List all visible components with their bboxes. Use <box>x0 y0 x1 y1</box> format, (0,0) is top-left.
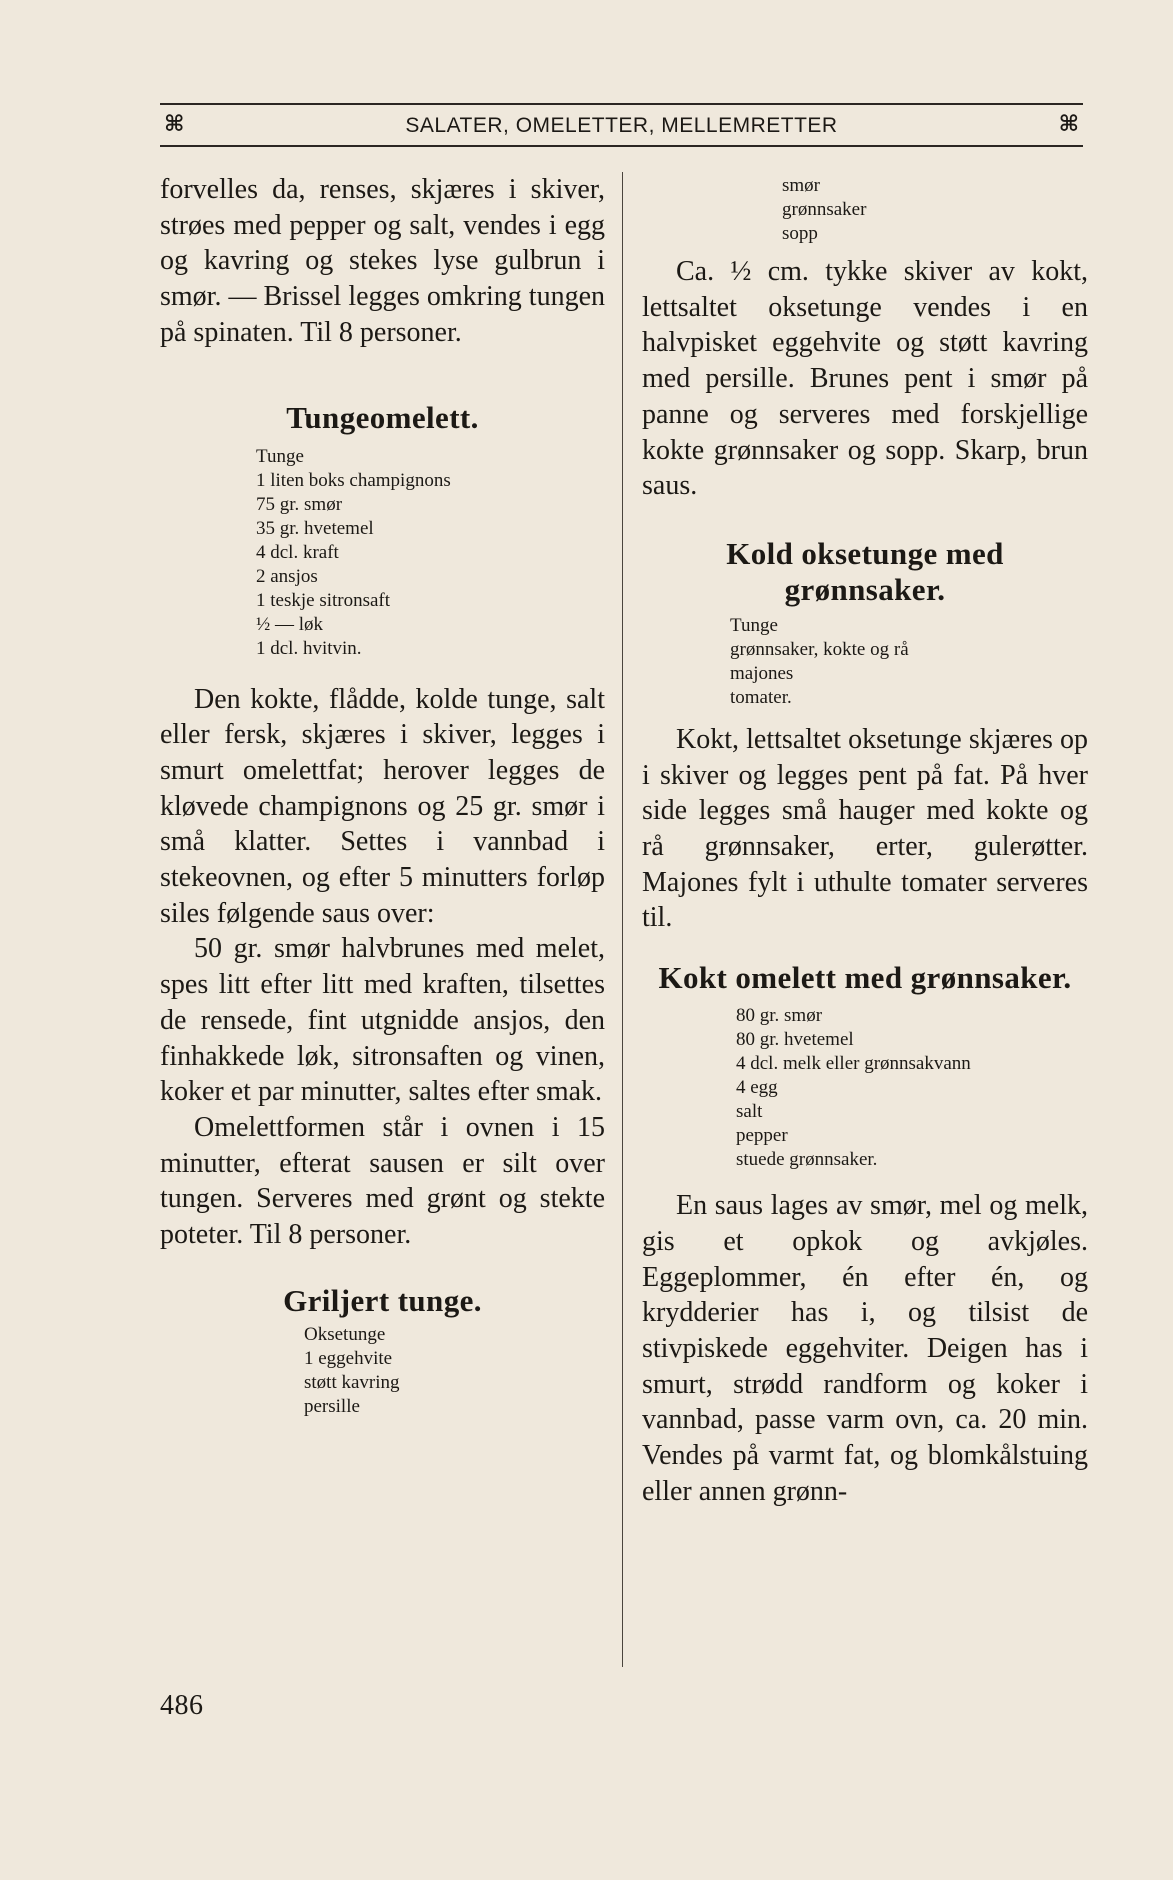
ingredient-item: ½ — løk <box>256 613 324 635</box>
recipe-paragraph: Den kokte, flådde, kolde tunge, salt eller fersk, skjæres i skiver, legges i smurt omelettfat; herover legges de kløvede champignons og 25 gr. smør i små klatter. Settes i vannbad i stekeovnen, og efter 5 minutters forløp siles følgende saus over: <box>160 683 605 929</box>
ingredient-item: Tunge <box>256 445 304 467</box>
ingredient-item: 80 gr. smør <box>736 1005 823 1027</box>
column-divider <box>622 172 623 1667</box>
recipe-title-kold-oksetunge: Kold oksetunge med grønnsaker. <box>726 535 1004 607</box>
recipe-paragraph: 50 gr. smør halvbrunes med melet, spes litt efter litt med kraften, tilsettes de rensede, fint utgnidde ansjos, den finhakkede løk, sitronsaften og vinen, koker et par minutter, saltes efter smak. <box>160 933 605 1108</box>
recipe-paragraph: En saus lages av smør, mel og melk, gis et opkok og avkjøles. Eggeplommer, én efter én, og krydderier has i, og tilsist de stivpiskede eggehviter. Deigen has i smurt, strødd randform og koker i vannbad, passe varm ovn, ca. 20 min. Vendes på varmt fat, og blomkålstuing eller annen grønn- <box>642 1190 1088 1507</box>
continued-paragraph: forvelles da, renses, skjæres i skiver, strøes med pepper og salt, vendes i egg og kavring og stekes lyse gulbrun i smør. — Brissel legges omkring tungen på spinaten. Til 8 personer. <box>160 174 605 348</box>
recipe-title-kokt-omelett: Kokt omelett med grønnsaker. <box>658 960 1072 996</box>
ingredient-item: 2 ansjos <box>256 565 318 587</box>
ingredient-item: tomater. <box>730 686 792 708</box>
ingredient-item: 1 liten boks champignons <box>256 469 451 491</box>
ingredient-item: 4 dcl. melk eller grønnsakvann <box>736 1053 971 1075</box>
recipe-paragraph: Ca. ½ cm. tykke skiver av kokt, lettsaltet oksetunge vendes i en halvpisket eggehvite og støtt kavring med persille. Brunes pent i smør på panne og serveres med forskjellige kokte grønnsaker og sopp. Skarp, brun saus. <box>642 256 1088 502</box>
recipe-title-griljert: Griljert tunge. <box>283 1282 482 1318</box>
ingredient-item: 4 egg <box>736 1077 778 1099</box>
ingredient-item: smør <box>782 175 820 196</box>
ingredient-item: støtt kavring <box>304 1371 400 1393</box>
ingredient-item: 75 gr. smør <box>256 493 343 515</box>
ingredient-item: majones <box>730 662 794 684</box>
ingredient-item: Tunge <box>730 614 778 636</box>
running-header <box>160 103 1083 147</box>
ingredient-list-tungeomelett <box>256 445 605 661</box>
right-column <box>642 172 1088 1509</box>
ingredient-list-kokt-omelett <box>736 1004 1088 1172</box>
ingredient-item: 1 dcl. hvitvin. <box>256 637 362 659</box>
left-column <box>160 172 605 1419</box>
ingredient-item: stuede grønnsaker. <box>736 1149 878 1171</box>
ingredient-item: grønnsaker, kokte og rå <box>730 638 909 660</box>
ingredient-item: grønnsaker <box>782 199 867 220</box>
ingredient-item: Oksetunge <box>304 1323 386 1345</box>
ingredient-item: 4 dcl. kraft <box>256 541 339 563</box>
ingredient-item: 1 eggehvite <box>304 1347 393 1369</box>
recipe-paragraph: Omelettformen står i ovnen i 15 minutter, efterat sausen er silt over tungen. Serveres med grønt og stekte poteter. Til 8 personer. <box>160 1111 605 1251</box>
ingredient-list-kold-oksetunge <box>730 614 1088 710</box>
ingredient-list-griljert <box>304 1323 605 1419</box>
ingredient-list-griljert-continued <box>782 174 1088 246</box>
recipe-title-tungeomelett: Tungeomelett. <box>286 399 479 435</box>
ingredient-item: persille <box>304 1395 360 1417</box>
ingredient-item: 80 gr. hvetemel <box>736 1029 854 1051</box>
page-number: 486 <box>160 1690 204 1721</box>
header-ornament-left: ⌘ <box>164 112 185 137</box>
ingredient-item: 1 teskje sitronsaft <box>256 589 391 611</box>
ingredient-item: 35 gr. hvetemel <box>256 517 374 539</box>
ingredient-item: sopp <box>782 223 818 244</box>
ingredient-item: salt <box>736 1101 763 1123</box>
ingredient-item: pepper <box>736 1125 788 1147</box>
header-title: SALATER, OMELETTER, MELLEMRETTER <box>405 114 838 137</box>
recipe-paragraph: Kokt, lettsaltet oksetunge skjæres op i skiver og legges pent på fat. På hver side legges små hauger med kokte og rå grønnsaker, erter, gulerøtter. Majones fylt i uthulte tomater serveres til. <box>642 723 1088 934</box>
header-ornament-right: ⌘ <box>1058 112 1079 137</box>
